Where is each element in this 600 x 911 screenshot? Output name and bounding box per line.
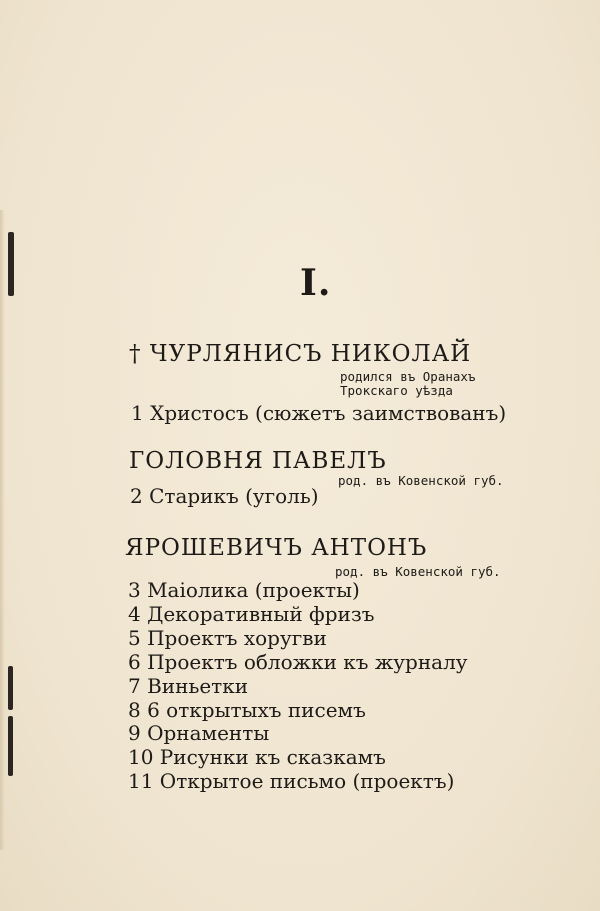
work-item: 9 Орнаменты <box>128 721 270 745</box>
section-number: I. <box>300 262 332 304</box>
artist-birth-note: род. въ Ковенской губ. <box>338 473 504 488</box>
binding-thread-mark <box>8 232 14 296</box>
work-item: 7 Виньетки <box>128 674 249 698</box>
work-item: 1 Христосъ (сюжетъ заимствованъ) <box>131 401 507 425</box>
work-item: 6 Проектъ обложки къ журналу <box>128 650 468 674</box>
artist-birth-note: род. въ Ковенской губ. <box>335 564 501 579</box>
binding-thread-mark <box>8 666 13 710</box>
binding-thread-mark <box>8 716 13 776</box>
work-item: 11 Открытое письмо (проектъ) <box>128 769 455 793</box>
work-item: 10 Рисунки къ сказкамъ <box>128 745 386 769</box>
page-spine-edge <box>0 210 5 850</box>
artist-name: † ЧУРЛЯНИСЪ НИКОЛАЙ <box>129 341 472 367</box>
work-item: 3 Маіолика (проекты) <box>128 578 360 602</box>
work-item: 5 Проектъ хоругви <box>128 626 327 650</box>
artist-name: ЯРОШЕВИЧЪ АНТОНЪ <box>125 535 428 561</box>
work-item: 4 Декоративный фризъ <box>128 602 375 626</box>
artist-birth-note: Трокскаго уѣзда <box>340 383 453 398</box>
artist-name: ГОЛОВНЯ ПАВЕЛЪ <box>129 448 387 474</box>
artist-birth-note: родился въ Оранахъ <box>340 369 476 384</box>
work-item: 8 6 открытыхъ писемъ <box>128 698 366 722</box>
work-item: 2 Старикъ (уголь) <box>130 484 319 508</box>
